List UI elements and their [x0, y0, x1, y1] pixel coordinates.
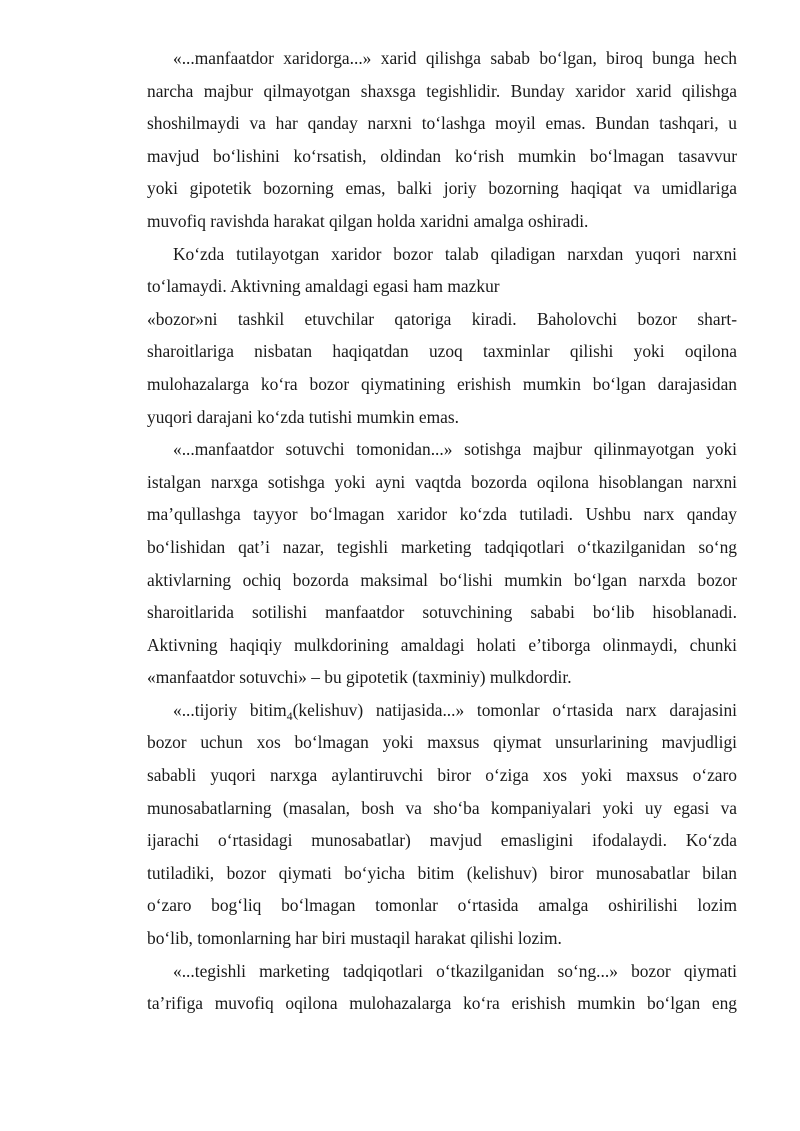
paragraph-intended-buyer: [121, 238, 737, 434]
document-page: [121, 0, 737, 1020]
text-line: Ko‘zda tutilayotgan xaridor bozor talab qiladigan narxdan yuqori narxni: [173, 243, 737, 264]
text-line: narcha majbur qilmayotgan shaxsga tegishlidir. Bunday xaridor xarid qilishga: [147, 80, 737, 101]
text-line: «...manfaatdor sotuvchi tomonidan...» sotishga majbur qilinmayotgan yoki: [173, 439, 737, 460]
text-line: muvofiq ravishda harakat qilgan holda xaridni amalga oshiradi.: [147, 210, 589, 231]
text-fragment: (kelishuv) natijasida...» tomonlar o‘rtasida narx darajasini: [292, 699, 738, 720]
paragraph-commercial-deal: [121, 694, 737, 955]
text-line: sharoitlarida sotilishi manfaatdor sotuvchining sababi bo‘lib hisoblanadi.: [147, 602, 737, 623]
text-line: bo‘lib, tomonlarning har biri mustaqil harakat qilishi lozim.: [147, 928, 562, 949]
text-line: «bozor»ni tashkil etuvchilar qatoriga kiradi. Baholovchi bozor shart-: [147, 308, 737, 329]
text-line: «manfaatdor sotuvchi» – bu gipotetik (taxminiy) mulkdordir.: [147, 667, 572, 688]
text-line: aktivlarning ochiq bozorda maksimal bo‘lishi mumkin bo‘lgan narxda bozor: [147, 569, 737, 590]
text-line: bozor uchun xos bo‘lmagan yoki maxsus qiymat unsurlarining mavjudligi: [147, 732, 737, 753]
text-line: munosabatlarning (masalan, bosh va sho‘ba kompaniyalari yoki uy egasi va: [147, 797, 737, 818]
text-line: ta’rifiga muvofiq oqilona mulohazalarga ko‘ra erishish mumkin bo‘lgan eng: [147, 993, 737, 1014]
paragraph-interested-seller: [121, 433, 737, 694]
paragraph-interested-buyer: [121, 42, 737, 238]
text-line: Aktivning haqiqiy mulkdorining amaldagi holati e’tiborga olinmaydi, chunki: [147, 634, 737, 655]
footnote-subscript: 4: [286, 708, 293, 723]
text-fragment: «...tijoriy bitim: [173, 699, 287, 720]
text-line: bo‘lishidan qat’i nazar, tegishli marketing tadqiqotlari o‘tkazilganidan so‘ng: [147, 536, 737, 557]
text-line: istalgan narxga sotishga yoki ayni vaqtda bozorda oqilona hisoblangan narxni: [147, 471, 737, 492]
text-line: tutiladiki, bozor qiymati bo‘yicha bitim (kelishuv) biror munosabatlar bilan: [147, 862, 737, 883]
text-line: «...manfaatdor xaridorga...» xarid qilishga sabab bo‘lgan, biroq bunga hech: [173, 48, 737, 68]
text-line: ma’qullashga tayyor bo‘lmagan xaridor ko‘zda tutiladi. Ushbu narx qanday: [147, 504, 737, 525]
text-line: o‘zaro bog‘liq bo‘lmagan tomonlar o‘rtasida amalga oshirilishi lozim: [147, 895, 737, 916]
paragraph-marketing-research: [121, 955, 737, 1020]
text-line: yuqori darajani ko‘zda tutishi mumkin emas.: [147, 406, 459, 427]
text-line: sababli yuqori narxga aylantiruvchi biror o‘ziga xos yoki maxsus o‘zaro: [147, 765, 737, 786]
text-line: mavjud bo‘lishini ko‘rsatish, oldindan ko‘rish mumkin bo‘lmagan tasavvur: [147, 145, 737, 166]
text-line: yoki gipotetik bozorning emas, balki joriy bozorning haqiqat va umidlariga: [147, 178, 737, 199]
text-line: «...tegishli marketing tadqiqotlari o‘tkazilganidan so‘ng...» bozor qiymati: [173, 960, 737, 981]
text-line: sharoitlariga nisbatan haqiqatdan uzoq taxminlar qilishi yoki oqilona: [147, 341, 737, 362]
text-line: to‘lamaydi. Aktivning amaldagi egasi ham mazkur: [147, 276, 500, 297]
text-line: [121, 694, 737, 727]
text-line: ijarachi o‘rtasidagi munosabatlar) mavjud emasligini ifodalaydi. Ko‘zda: [147, 830, 737, 851]
text-line: mulohazalarga ko‘ra bozor qiymatining erishish mumkin bo‘lgan darajasidan: [147, 373, 737, 394]
text-line: shoshilmaydi va har qanday narxni to‘lashga moyil emas. Bundan tashqari, u: [147, 113, 737, 134]
